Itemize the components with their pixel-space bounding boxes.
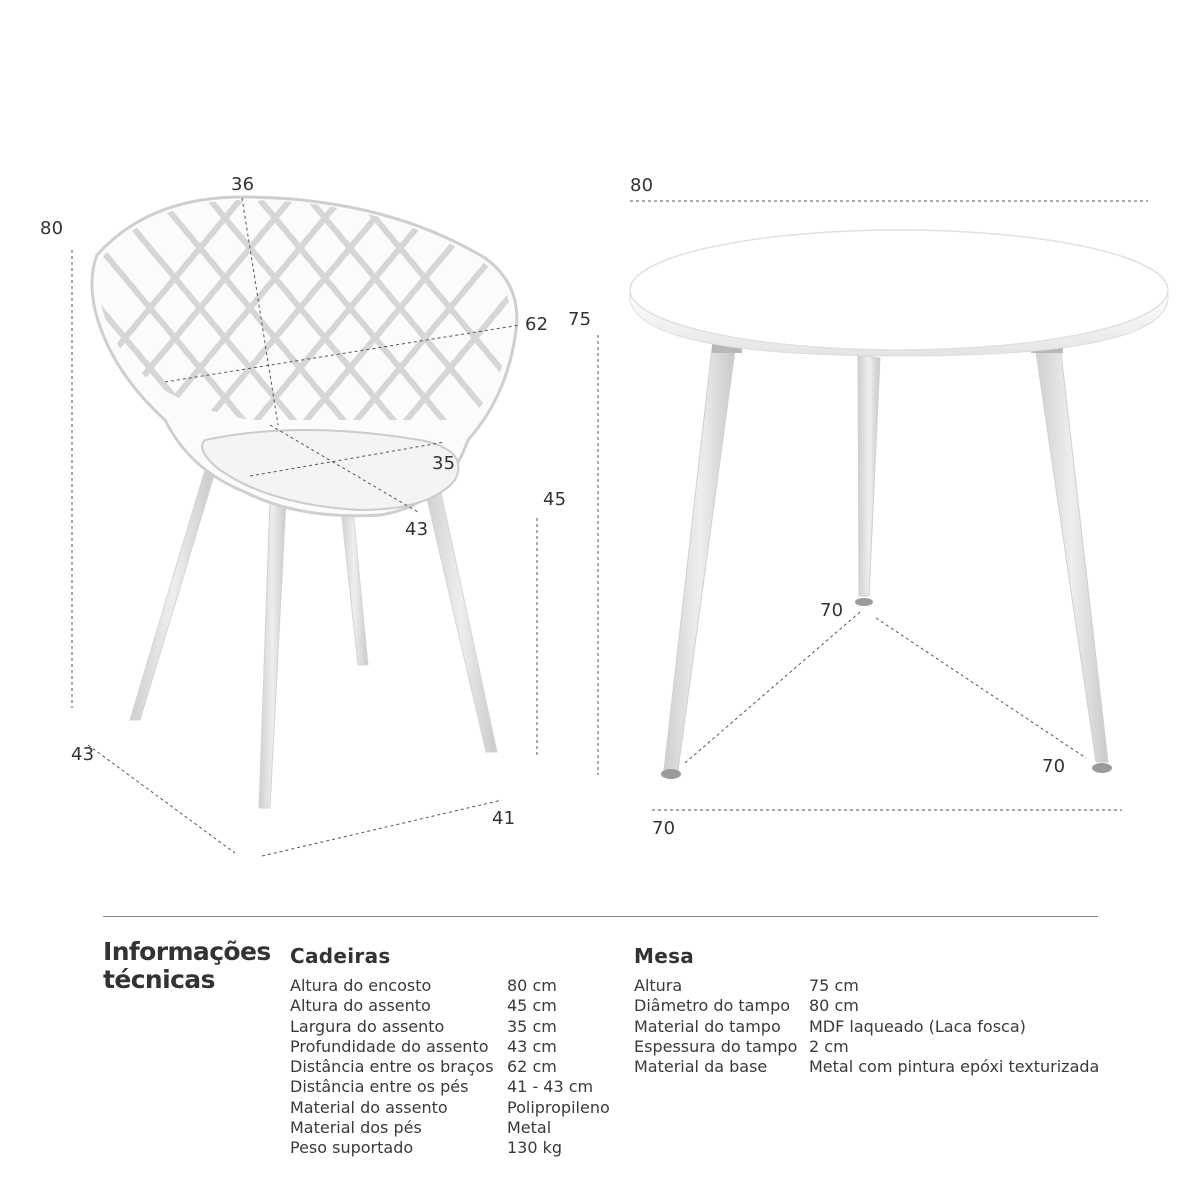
chair-seat-height-dimension: 45 bbox=[543, 489, 567, 510]
spec-value: 80 cm bbox=[507, 976, 557, 995]
spec-label: Espessura do tampo bbox=[634, 1036, 798, 1056]
chair-leg-front-left bbox=[259, 500, 286, 808]
chairs-spec-list bbox=[290, 976, 610, 1159]
spec-row bbox=[634, 1057, 1099, 1077]
spec-label: Material do assento bbox=[290, 1097, 448, 1117]
table-leg-left bbox=[664, 348, 735, 770]
spec-row bbox=[290, 1057, 610, 1077]
spec-label: Distância entre os pés bbox=[290, 1077, 469, 1097]
chair-seat bbox=[202, 430, 458, 510]
spec-label: Material da base bbox=[634, 1057, 768, 1077]
spec-label: Altura bbox=[634, 976, 683, 995]
spec-row bbox=[290, 976, 610, 996]
table-leg-spacing-right: 70 bbox=[1042, 756, 1066, 777]
spec-label: Material do tampo bbox=[634, 1016, 781, 1036]
spec-label: Peso suportado bbox=[290, 1138, 414, 1158]
spec-value: Polipropileno bbox=[507, 1097, 610, 1117]
table-top bbox=[630, 230, 1168, 350]
table-section-title: Mesa bbox=[634, 944, 695, 968]
chair-height-dimension: 80 bbox=[40, 218, 64, 239]
chair-backrest-dimension: 36 bbox=[231, 174, 255, 195]
table-leg-spacing-back: 70 bbox=[820, 600, 844, 621]
chair-seat-width-dimension: 35 bbox=[432, 453, 456, 474]
spec-label: Material dos pés bbox=[290, 1118, 422, 1138]
table-foot-right bbox=[1092, 763, 1112, 773]
spec-value: 130 kg bbox=[507, 1138, 563, 1158]
spec-value: MDF laqueado (Laca fosca) bbox=[809, 1016, 1026, 1036]
spec-label: Altura do encosto bbox=[290, 976, 432, 995]
table-leg-spacing-front: 70 bbox=[652, 818, 676, 839]
spec-value: 80 cm bbox=[809, 996, 859, 1016]
chair-base-width-dimension: 41 bbox=[492, 808, 516, 829]
spec-label: Distância entre os braços bbox=[290, 1057, 494, 1077]
table-diameter-dimension: 80 bbox=[630, 175, 654, 196]
chairs-section-title: Cadeiras bbox=[290, 944, 391, 968]
spec-row bbox=[290, 1077, 610, 1097]
spec-row bbox=[290, 996, 610, 1016]
table-leg-back bbox=[858, 355, 880, 596]
chair-seat-depth-dimension: 43 bbox=[405, 519, 429, 540]
spec-row bbox=[290, 1037, 610, 1057]
table-height-dimension: 75 bbox=[568, 309, 592, 330]
heading-line-2: técnicas bbox=[103, 965, 215, 994]
spec-label: Profundidade do assento bbox=[290, 1036, 489, 1056]
spec-value: 75 cm bbox=[809, 976, 859, 995]
heading-line-1: Informações bbox=[103, 937, 271, 966]
spec-label: Altura do assento bbox=[290, 996, 431, 1016]
section-divider bbox=[103, 916, 1098, 917]
spec-row bbox=[290, 1098, 610, 1118]
spec-value: 41 - 43 cm bbox=[507, 1077, 594, 1097]
spec-value: 43 cm bbox=[507, 1036, 557, 1056]
table-leg-right bbox=[1035, 344, 1108, 762]
spec-row bbox=[290, 1017, 610, 1037]
spec-label: Largura do assento bbox=[290, 1016, 445, 1036]
spec-row bbox=[634, 1017, 1099, 1037]
spec-value: 62 cm bbox=[507, 1057, 557, 1077]
spec-value: Metal com pintura epóxi texturizada bbox=[809, 1057, 1100, 1077]
spec-row bbox=[634, 1037, 1099, 1057]
spec-label: Diâmetro do tampo bbox=[634, 996, 791, 1016]
chair-leg-back-left bbox=[130, 470, 215, 720]
spec-row bbox=[290, 1138, 610, 1158]
spec-value: 35 cm bbox=[507, 1016, 557, 1036]
spec-row bbox=[634, 976, 1099, 996]
technical-info-heading bbox=[103, 938, 283, 994]
table-illustration bbox=[630, 230, 1168, 779]
spec-value: Metal bbox=[507, 1118, 552, 1138]
spec-row bbox=[634, 996, 1099, 1016]
chair-leg-front-right bbox=[425, 488, 497, 752]
table-foot-back bbox=[855, 598, 873, 606]
chair-leg-back-right bbox=[340, 500, 368, 665]
spec-value: 2 cm bbox=[809, 1036, 849, 1056]
chair-illustration bbox=[10, 197, 590, 808]
spec-row bbox=[290, 1118, 610, 1138]
chair-arm-distance-dimension: 62 bbox=[525, 314, 549, 335]
spec-value: 45 cm bbox=[507, 996, 557, 1016]
table-foot-left bbox=[661, 769, 681, 779]
table-spec-list bbox=[634, 976, 1099, 1077]
chair-base-depth-dimension: 43 bbox=[71, 744, 95, 765]
